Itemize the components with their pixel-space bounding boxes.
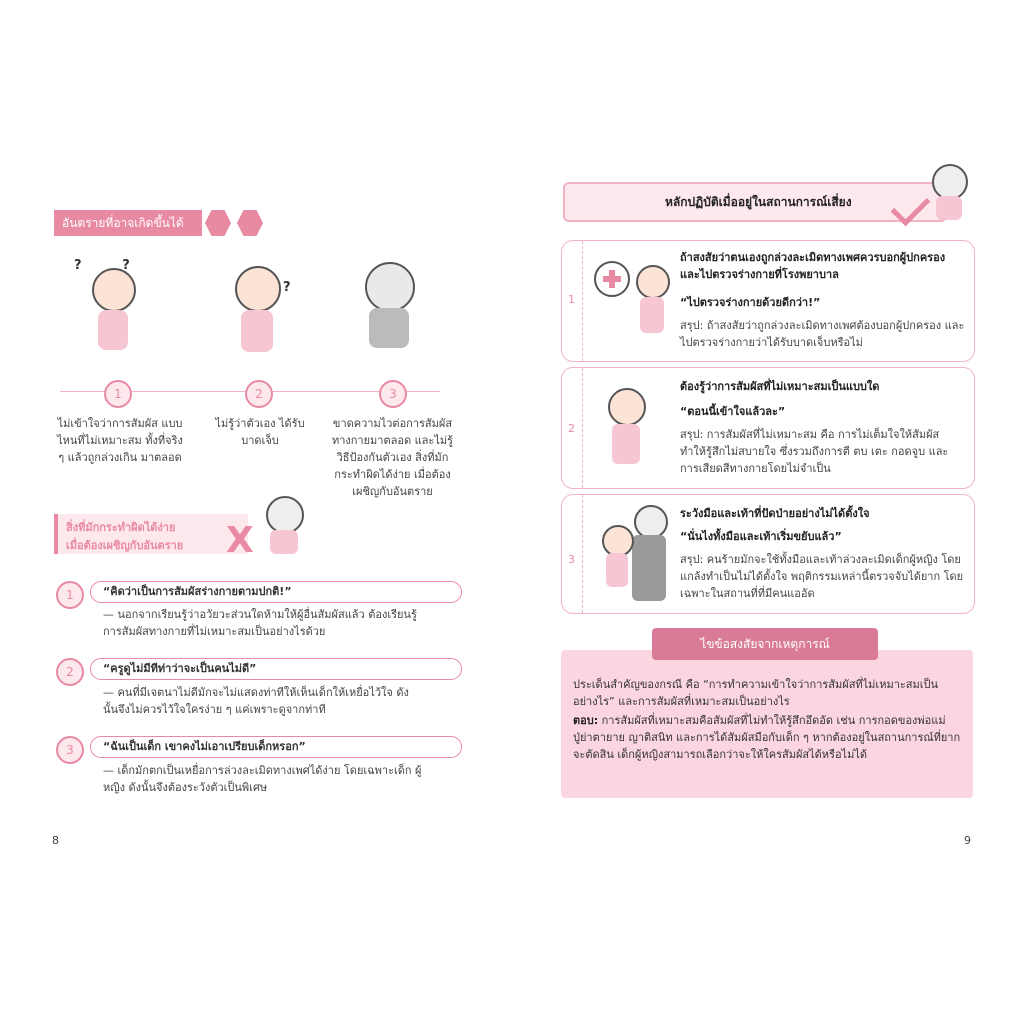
banner-hexagon-2 [237,210,263,236]
danger-number-2 [245,380,273,408]
mistake-number-1-text: 1 [66,588,74,602]
rule-card-3-number: 3 [568,553,575,566]
mistakes-section-title-1: สิ่งที่มักกระทำผิดได้ง่าย [66,521,176,534]
rule-card-1-summary: สรุป: ถ้าสงสัยว่าถูกล่วงละเมิดทางเพศต้องบอกผู้ปกครอง และไปตรวจร่างกายว่าได้รับบาดเจ็บหรือไม่ [680,319,965,349]
right-title-box [563,182,947,222]
rule-card-3-quote: “นั่นไงทั้งมือและเท้าเริ่มขยับแล้ว” [680,530,842,543]
answer-text: การสัมผัสที่เหมาะสมคือสัมผัสที่ไม่ทำให้รู้สึกอึดอัด เช่น การกอดของพ่อแม่ ปู่ย่าตายาย ญาติสนิท และการได้สัมผัสมือกับเด็ก ๆ หากต้องอยู่ในสถานการณ์ที่ยากจะตัดสิน เด็กผู้หญิงสามารถเลือกว่าจะให้ใครสัมผัสได้หรือไม่ได้ [573,714,961,761]
rule-card-2-number: 2 [568,422,575,435]
girl-thinking-illustration: ? [225,258,295,366]
danger-banner-label: อันตรายที่อาจเกิดขึ้นได้ [62,216,184,230]
mistake-number-3 [56,736,84,764]
danger-number-2-text: 2 [255,387,263,401]
danger-number-3 [379,380,407,408]
mistake-number-2-text: 2 [66,665,74,679]
answer-block [573,712,963,763]
clue-title: ไขข้อสงสัยจากเหตุการณ์ [700,637,830,651]
rule-card-1 [561,240,975,362]
rule-card-3-title: ระวังมือและเท้าที่ปัดป่ายอย่างไม่ได้ตั้งใจ [680,507,870,520]
girl-sad-illustration [355,258,430,366]
mistake-desc-3: — เด็กมักตกเป็นเหยื่อการล่วงละเมิดทางเพศได้ง่าย โดยเฉพาะเด็ก ผู้หญิง ดังนั้นจึงต้องระวังตัวเป็นพิเศษ [103,764,422,794]
rule-card-2-summary: สรุป: การสัมผัสที่ไม่เหมาะสม คือ การไม่เต็มใจให้สัมผัส ทำให้รู้สึกไม่สบายใจ ซึ่งรวมถึงการตี ตบ เตะ กอดจูบ และการเสียดสีทางกายโดยไม่จำเป็น [680,428,949,475]
rule-card-1-number-column [562,241,583,361]
rule-card-1-title: ถ้าสงสัยว่าตนเองถูกล่วงละเมิดทางเพศควรบอกผู้ปกครอง และไปตรวจร่างกายที่โรงพยาบาล [680,251,946,281]
mistake-quote-2: “ครูดูไม่มีทีท่าว่าจะเป็นคนไม่ดี” [90,658,462,680]
danger-text-2: ไม่รู้ว่าตัวเอง ได้รับบาดเจ็บ [215,417,305,447]
girl-confused-illustration: ? ? [80,258,150,366]
danger-text-1: ไม่เข้าใจว่าการสัมผัส แบบไหนที่ไม่เหมาะสม ทั้งที่จริง ๆ แล้วถูกล่วงเกิน มาตลอด [57,417,183,464]
mistakes-section-title-2: เมื่อต้องเผชิญกับอันตราย [66,539,184,552]
clue-box [561,650,973,798]
mistake-desc-1: — นอกจากเรียนรู้ว่าอวัยวะส่วนใดห้ามให้ผู้อื่นสัมผัสแล้ว ต้องเรียนรู้การสัมผัสทางกายที่ไม่เหมาะสมเป็นอย่างไรด้วย [103,608,417,638]
mistake-number-2 [56,658,84,686]
danger-number-1-text: 1 [114,387,122,401]
mistake-number-1 [56,581,84,609]
page-number-right: 9 [964,834,971,847]
page-number-left: 8 [52,834,59,847]
banner-hexagon-1 [205,210,231,236]
danger-banner [54,210,202,236]
rule-card-3-illustration [598,503,678,607]
danger-number-1 [104,380,132,408]
danger-number-3-text: 3 [389,387,397,401]
rule-card-2-number-column [562,368,583,488]
right-title: หลักปฏิบัติเมื่ออยู่ในสถานการณ์เสี่ยง [665,195,852,209]
rule-card-2-title: ต้องรู้ว่าการสัมผัสที่ไม่เหมาะสมเป็นแบบใด [680,380,880,393]
answer-label: ตอบ: [573,714,599,727]
rule-card-2-illustration [602,384,652,480]
mistake-desc-2: — คนที่มีเจตนาไม่ดีมักจะไม่แสดงท่าทีให้เห็นเด็กให้เหยื่อไว้ใจ ดังนั้นจึงไม่ควรไว้ใจใครง่าย ๆ แค่เพราะดูจากท่าที [103,686,409,716]
rule-card-3 [561,494,975,614]
x-mark-icon: X [226,520,254,561]
rule-card-1-number: 1 [568,293,575,306]
mistake-quote-1: “คิดว่าเป็นการสัมผัสร่างกายตามปกติ!” [90,581,462,603]
grandma-illustration [260,494,308,556]
clue-title-tab [652,628,878,660]
rule-card-3-summary: สรุป: คนร้ายมักจะใช้ทั้งมือและเท้าล่วงละเมิดเด็กผู้หญิง โดยแกล้งทำเป็นไม่ได้ตั้งใจ พฤติกรรมเหล่านี้ตรวจจับได้ยาก โดยเฉพาะในสถานที่ที่มีคนแออัด [680,553,964,600]
mistakes-section-header [54,514,248,554]
medical-cross-icon [594,261,630,297]
danger-text-3: ขาดความไวต่อการสัมผัส ทางกายมาตลอด และไม่รู้ วิธีป้องกันตัวเอง สิ่งที่มักกระทำผิดได้ง่าย เมื่อต้องเผชิญกับอันตราย [331,417,454,498]
mistake-number-3-text: 3 [66,743,74,757]
rule-card-1-quote: “ไปตรวจร่างกายด้วยดีกว่า!” [680,296,821,309]
rule-card-1-illustration [630,263,674,353]
rule-card-2-quote: “ตอนนี้เข้าใจแล้วละ” [680,405,786,418]
clue-text: ประเด็นสำคัญของกรณี คือ “การทำความเข้าใจว่าการสัมผัสที่ไม่เหมาะสมเป็นอย่างไร” และการสัมผัสที่เหมาะสมเป็นอย่างไร [573,678,939,708]
rule-card-2 [561,367,975,489]
mistake-quote-3: “ฉันเป็นเด็ก เขาคงไม่เอาเปรียบเด็กหรอก” [90,736,462,758]
rule-card-3-number-column [562,495,583,613]
grandma-right-illustration [928,162,972,224]
